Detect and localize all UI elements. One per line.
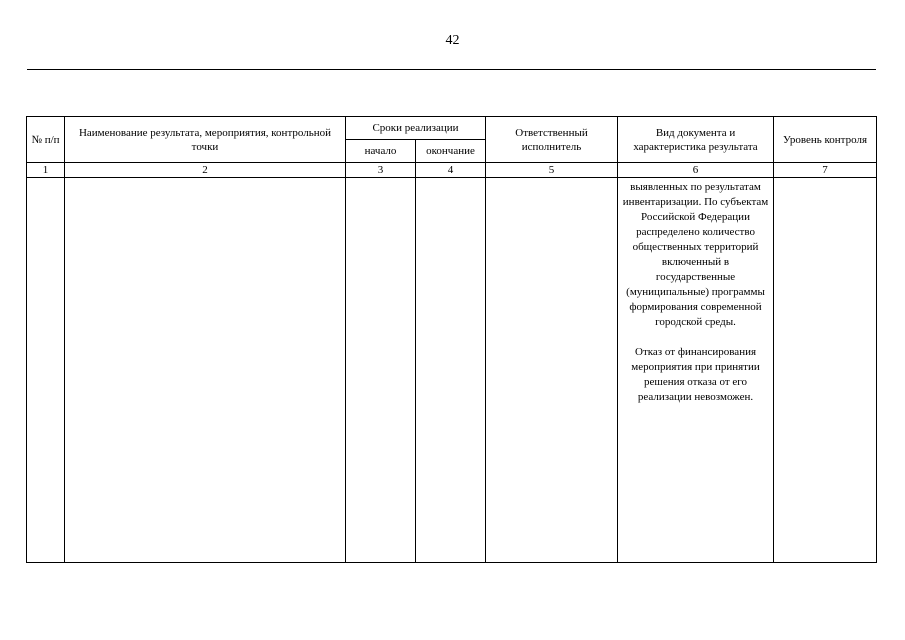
document-type-paragraph: Отказ от финансирования мероприятия при принятии решения отказа от его реализации невозможен. — [631, 346, 760, 403]
cell-number — [27, 178, 65, 563]
header-responsible: Ответственный исполнитель — [486, 117, 618, 163]
header-end: окончание — [416, 140, 486, 163]
column-number-3: 3 — [346, 163, 416, 178]
cell-name — [65, 178, 346, 563]
column-number-6: 6 — [618, 163, 774, 178]
page-number: 42 — [445, 33, 460, 48]
column-number-2: 2 — [65, 163, 346, 178]
header-name: Наименование результата, мероприятия, контрольной точки — [65, 117, 346, 163]
document-type-paragraph: выявленных по результатам инвентаризации. По субъектам Российской Федерации распределено количество общественных территорий включенный в государственные (муниципальные) программы формирования современной городской среды. — [622, 181, 769, 328]
column-number-1: 1 — [27, 163, 65, 178]
header-start: начало — [346, 140, 416, 163]
cell-start — [346, 178, 416, 563]
column-number-7: 7 — [774, 163, 877, 178]
header-period-group: Сроки реализации — [346, 117, 486, 140]
cell-document-type — [618, 178, 774, 563]
plan-table — [26, 116, 877, 563]
header-rule — [27, 69, 876, 70]
column-number-4: 4 — [416, 163, 486, 178]
header-number: № п/п — [27, 117, 65, 163]
header-control-level: Уровень контроля — [774, 117, 877, 163]
cell-end — [416, 178, 486, 563]
cell-responsible — [486, 178, 618, 563]
cell-control-level — [774, 178, 877, 563]
header-document-type: Вид документа и характеристика результата — [618, 117, 774, 163]
column-number-5: 5 — [486, 163, 618, 178]
